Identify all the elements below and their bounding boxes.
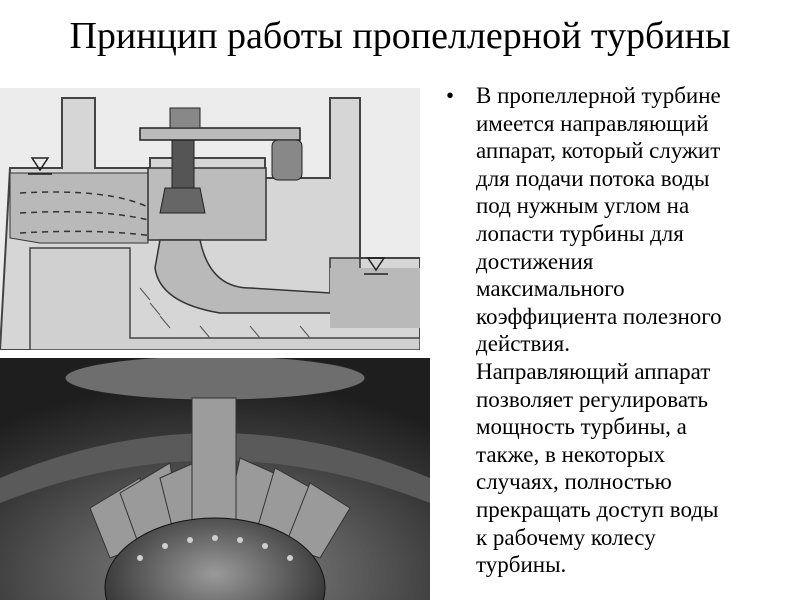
- guide-vane-photo: [0, 358, 430, 600]
- bullet-text: В пропеллерной турбине имеется направляющий аппарат, который служит для подачи потока воды под нужным углом на лопасти турбины для достижения максимального коэффициента полезного действия. Направляющий аппарат позволяет регулировать мощность турбины, а также, в некоторых случаях, полностью прекращать доступ воды к рабочему колесу турбины.: [476, 83, 722, 578]
- turbine-diagram-drawing: [0, 88, 420, 350]
- turbine-diagram: [0, 88, 420, 350]
- slide-title: Принцип работы пропеллерной турбины: [69, 15, 731, 57]
- bullet-marker: •: [446, 83, 455, 108]
- guide-vane-drawing: [0, 358, 430, 600]
